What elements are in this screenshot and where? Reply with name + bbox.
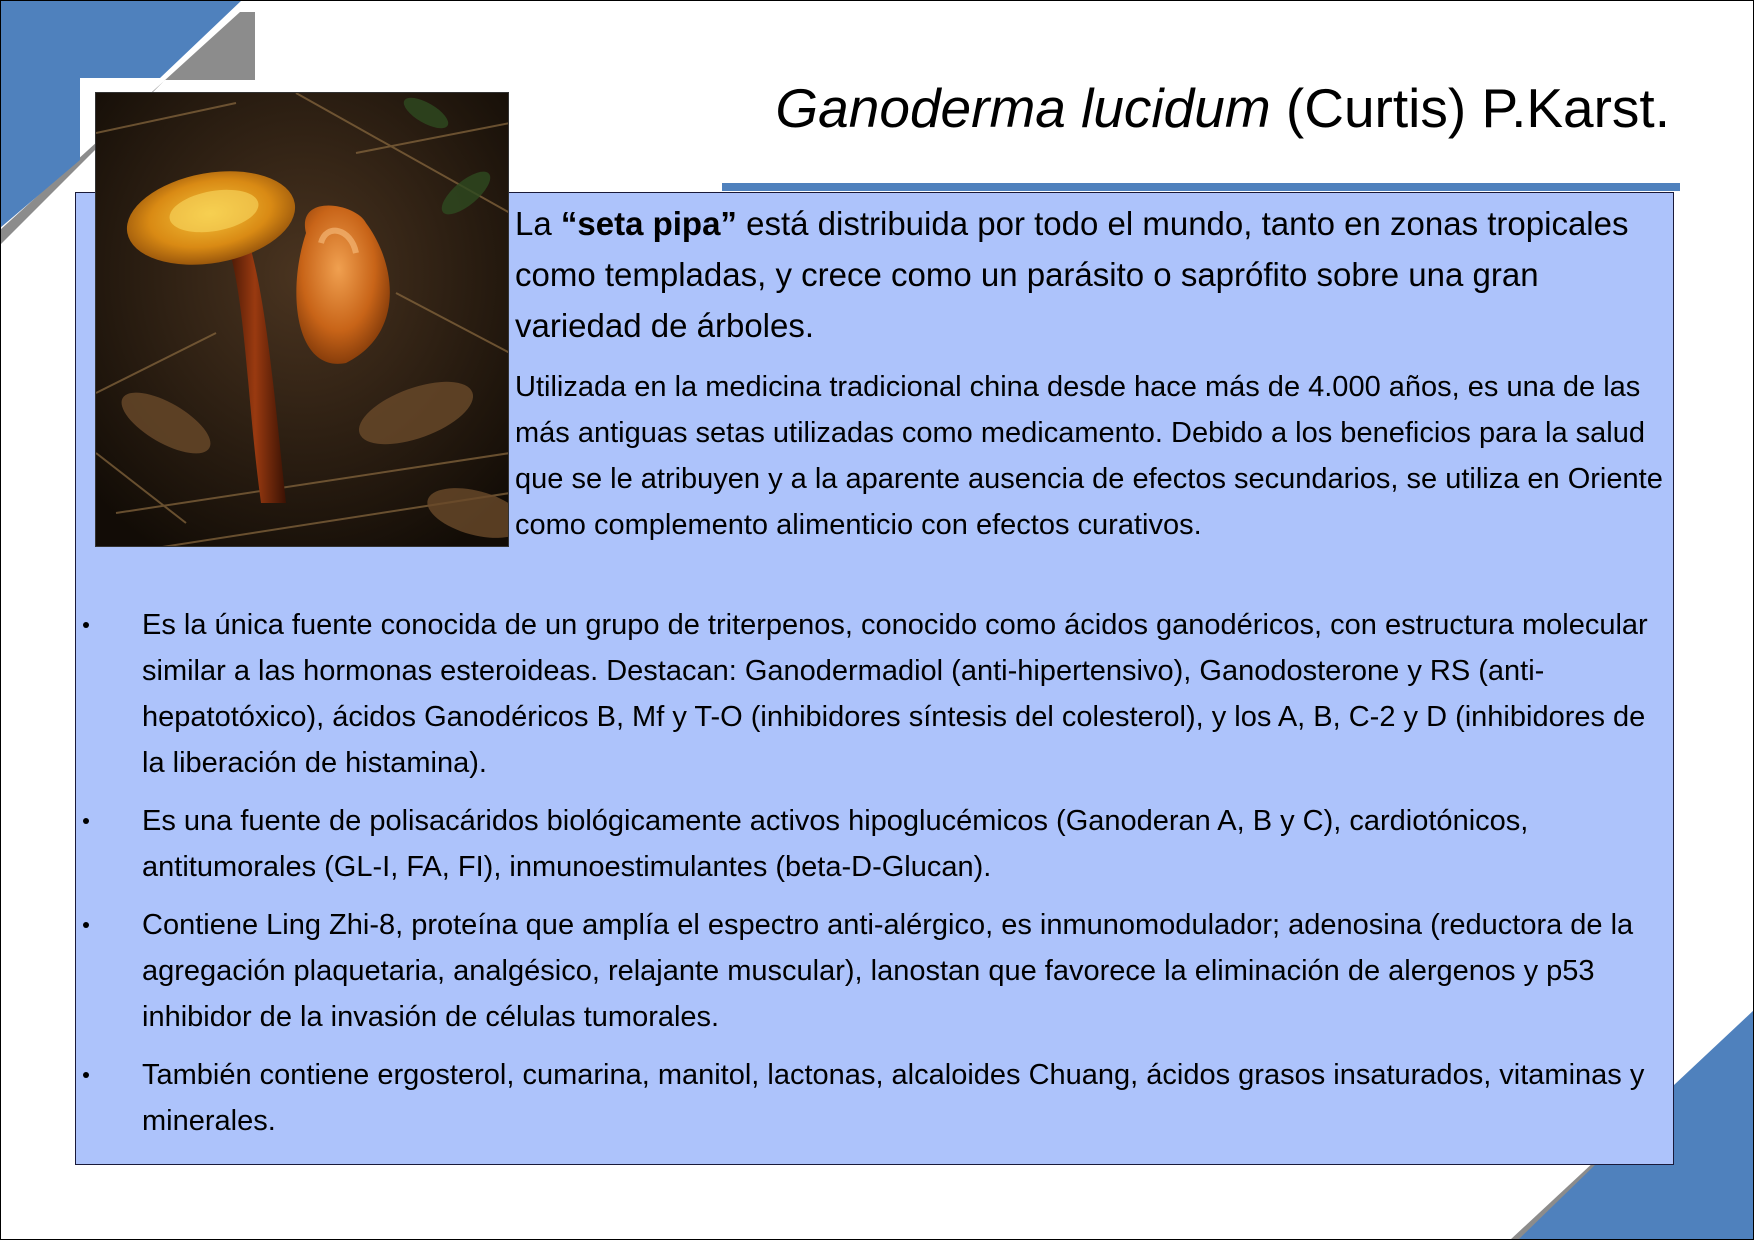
slide-title <box>775 78 1670 139</box>
bullet-text: Contiene Ling Zhi-8, proteína que amplía el espectro anti-alérgico, es inmunomodulador; adenosina (reductora de la agregación plaquetaria, analgésico, relajante muscular), lanostan que favorece la eliminación de alergenos y p53 inhibidor de la invasión de células tumorales. <box>142 909 1634 1033</box>
bullet-icon <box>83 1072 89 1078</box>
title-species: Ganoderma lucidum <box>775 77 1271 139</box>
bullet-text: También contiene ergosterol, cumarina, manitol, lactonas, alcaloides Chuang, ácidos grasos insaturados, vitaminas y minerales. <box>142 1059 1645 1137</box>
bullet-icon <box>83 818 89 824</box>
list-item <box>78 1052 1670 1144</box>
bullet-icon <box>83 622 89 628</box>
list-item <box>78 798 1670 890</box>
list-item <box>78 602 1670 786</box>
title-underline <box>722 183 1680 191</box>
list-item <box>78 902 1670 1040</box>
bullet-list <box>78 602 1670 1156</box>
medicine-paragraph: Utilizada en la medicina tradicional china desde hace más de 4.000 años, es una de las más antiguas setas utilizadas como medicamento. Debido a los beneficios para la salud que se le atribuyen y a la aparente ausencia de efectos secundarios, se utiliza en Oriente como complemento alimenticio con efectos curativos. <box>515 371 1663 541</box>
title-authority: (Curtis) P.Karst. <box>1270 77 1670 139</box>
intro-post: está distribuida por todo el mundo, tanto en zonas tropicales como templadas, y crece como un parásito o saprófito sobre una gran variedad de árboles. <box>515 205 1629 344</box>
mushroom-illustration <box>96 93 509 547</box>
mushroom-photo <box>95 92 509 547</box>
bullet-icon <box>83 922 89 928</box>
intro-paragraph <box>515 198 1665 351</box>
intro-pre: La <box>515 205 561 242</box>
bullet-text: Es la única fuente conocida de un grupo de triterpenos, conocido como ácidos ganodéricos, con estructura molecular similar a las hormonas esteroideas. Destacan: Ganodermadiol (anti-hipertensivo), Ganodosterone y RS (anti-hepatotóxico), ácidos Ganodéricos B, Mf y T-O (inhibidores síntesis del colesterol), y los A, B, C-2 y D (inhibidores de la liberación de histamina). <box>142 609 1648 779</box>
intro-common-name: “seta pipa” <box>560 205 737 242</box>
bullet-text: Es una fuente de polisacáridos biológicamente activos hipoglucémicos (Ganoderan A, B y C), cardiotónicos, antitumorales (GL-I, FA, FI), inmunoestimulantes (beta-D-Glucan). <box>142 805 1529 883</box>
